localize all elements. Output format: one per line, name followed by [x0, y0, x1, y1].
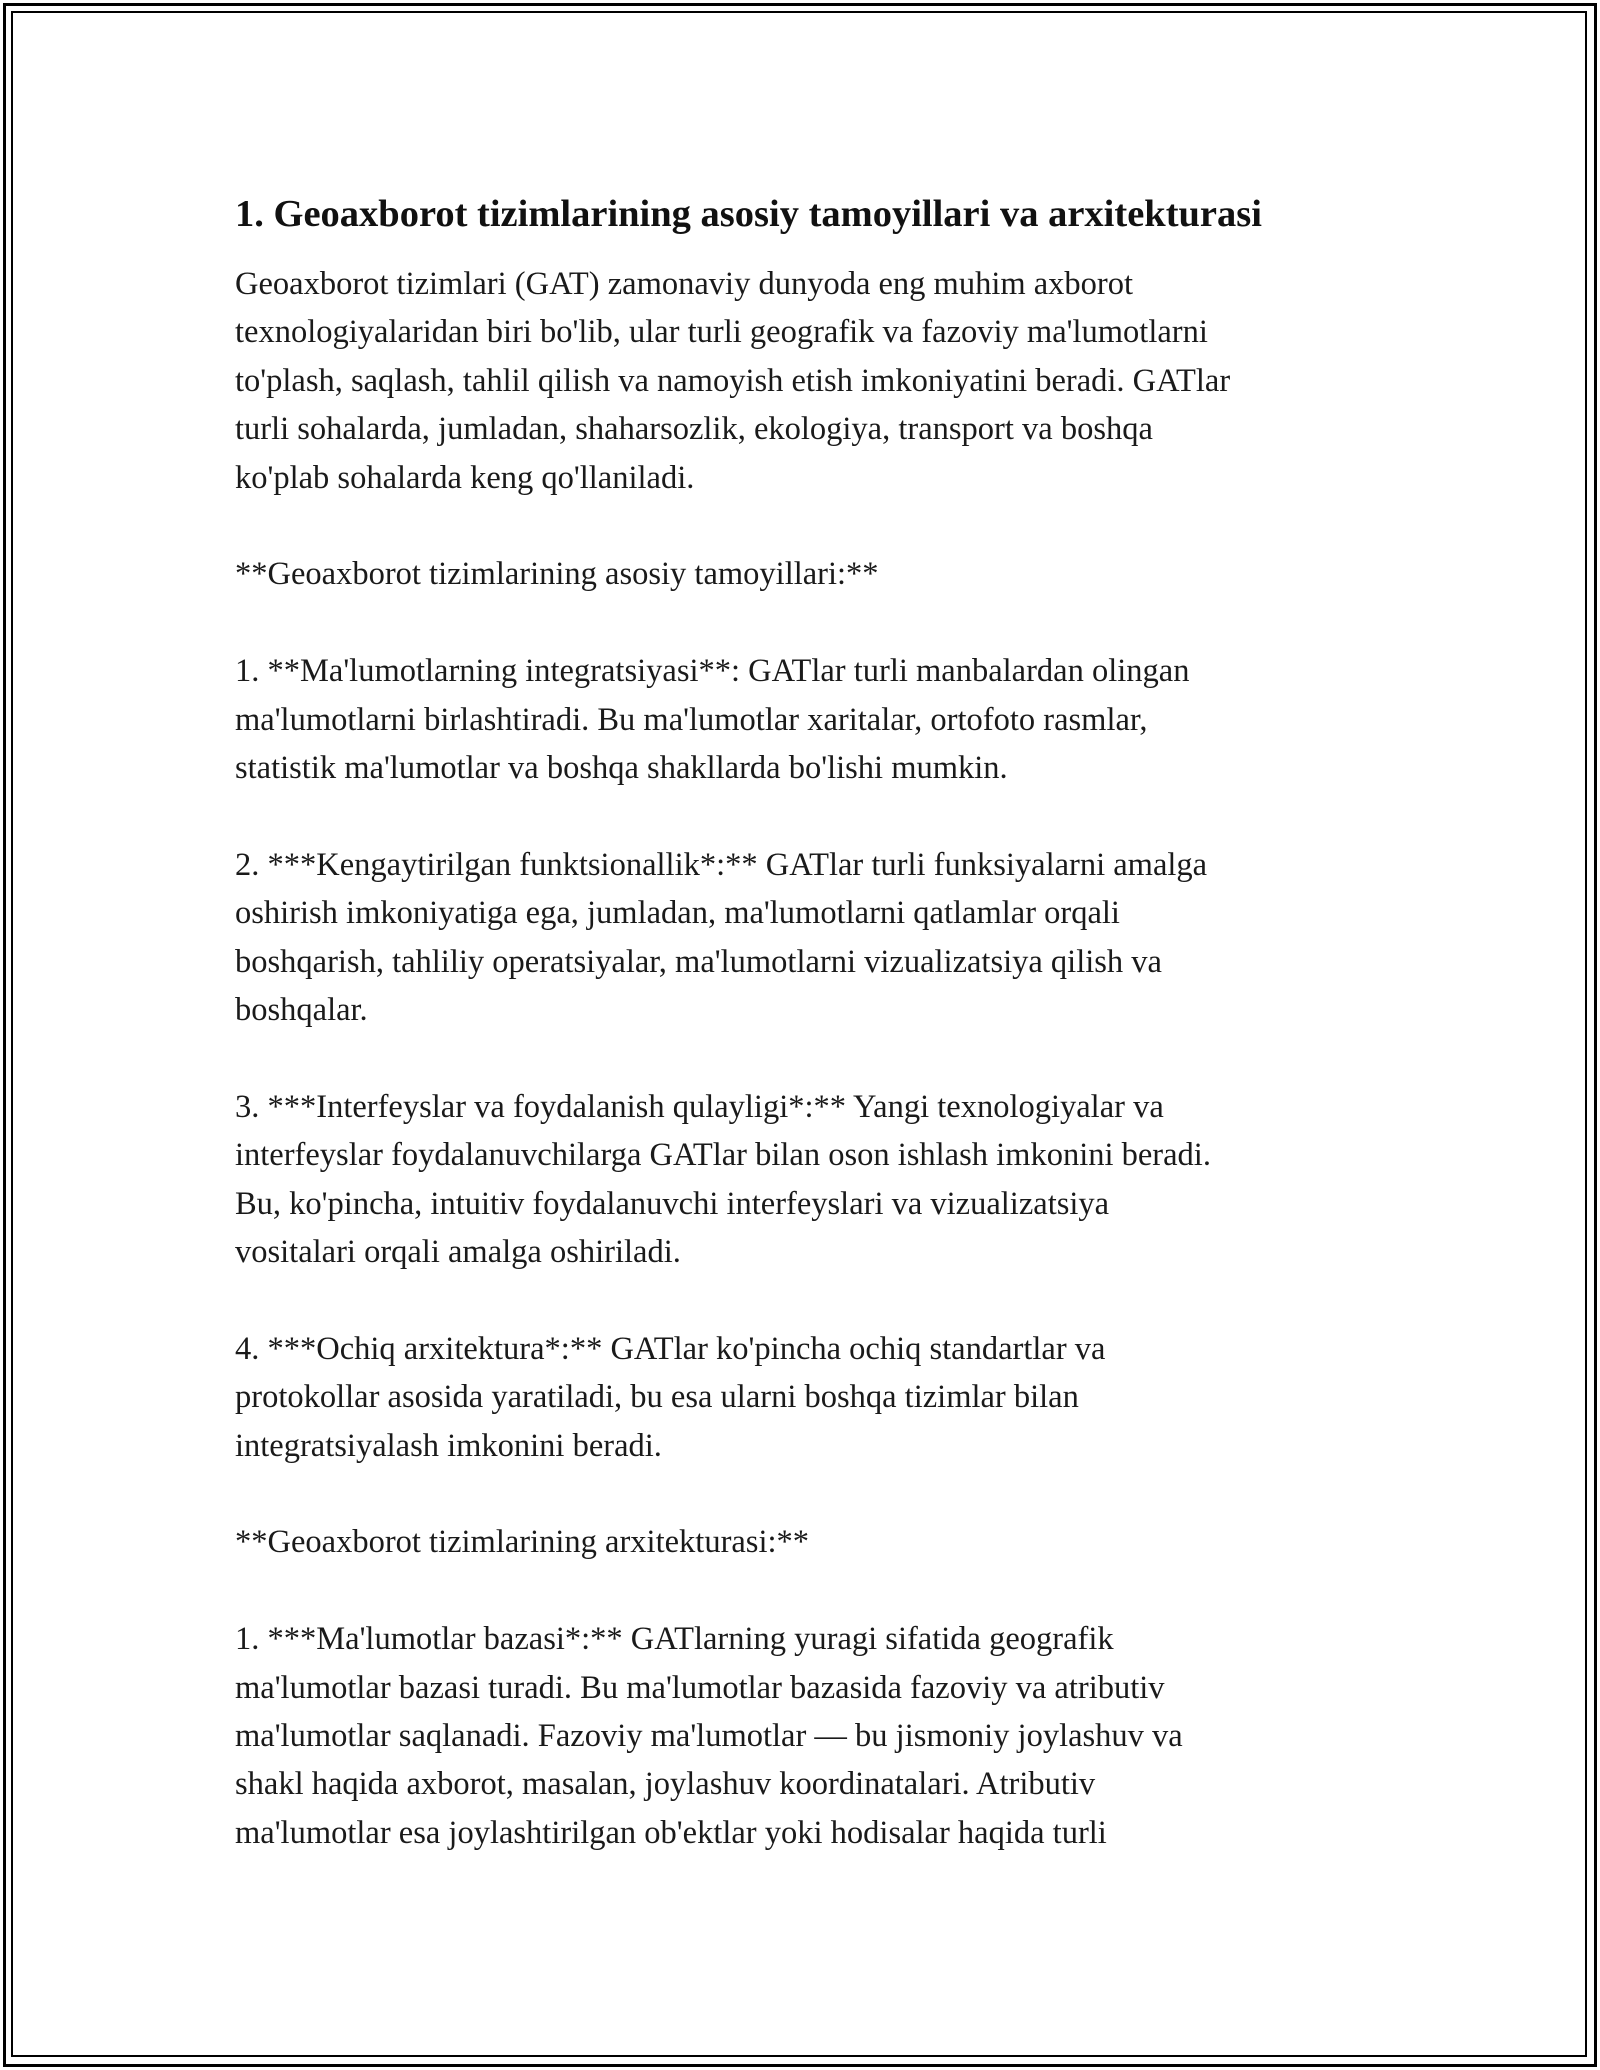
paragraph-line: oshirish imkoniyatiga ega, jumladan, ma'lumotlarni qatlamlar orqali — [235, 895, 1120, 932]
paragraph — [235, 841, 1385, 1035]
paragraph-line: Geoaxborot tizimlari (GAT) zamonaviy dunyoda eng muhim axborot — [235, 266, 1134, 302]
paragraph-line: boshqalar. — [235, 992, 368, 1029]
paragraph-line: 2. ***Kengaytirilgan funktsionallik*:** GATlar turli funksiyalarni amalga — [235, 846, 1208, 883]
paragraph-line: interfeyslar foydalanuvchilarga GATlar bilan oson ishlash imkonini beradi. — [235, 1137, 1211, 1174]
paragraph-line: ma'lumotlarni birlashtiradi. Bu ma'lumotlar xaritalar, ortofoto rasmlar, — [235, 701, 1148, 738]
paragraph-line: ma'lumotlar esa joylashtirilgan ob'ektlar yoki hodisalar haqida turli — [235, 1814, 1107, 1851]
paragraph-line: 1. ***Ma'lumotlar bazasi*:** GATlarning yuragi sifatida geografik — [235, 1621, 1114, 1658]
paragraph-line: protokollar asosida yaratiladi, bu esa ularni boshqa tizimlar bilan — [235, 1379, 1079, 1416]
paragraph — [235, 647, 1385, 792]
paragraph-line: turli sohalarda, jumladan, shaharsozlik, ekologiya, transport va boshqa — [235, 411, 1153, 448]
paragraph-line: ma'lumotlar saqlanadi. Fazoviy ma'lumotlar — bu jismoniy joylashuv va — [235, 1718, 1183, 1755]
document-body — [235, 186, 1385, 1906]
document-title: 1. Geoaxborot tizimlarining asosiy tamoyillari va arxitekturasi — [235, 193, 1262, 235]
paragraph-line: shakl haqida axborot, masalan, joylashuv koordinatalari. Atributiv — [235, 1766, 1096, 1803]
paragraph-line: **Geoaxborot tizimlarining arxitekturasi:** — [235, 1524, 810, 1561]
paragraph-line: 4. ***Ochiq arxitektura*:** GATlar ko'pincha ochiq standartlar va — [235, 1330, 1106, 1367]
paragraph — [235, 260, 1385, 502]
paragraph — [235, 1615, 1385, 1857]
paragraph-line: integratsiyalash imkonini beradi. — [235, 1427, 662, 1464]
paragraph-line: vositalari orqali amalga oshiriladi. — [235, 1234, 681, 1271]
paragraph — [235, 1083, 1385, 1277]
paragraph-line: **Geoaxborot tizimlarining asosiy tamoyillari:** — [235, 556, 879, 593]
paragraph-list — [235, 260, 1385, 1857]
paragraph — [235, 550, 1385, 598]
paragraph-line: ko'plab sohalarda keng qo'llaniladi. — [235, 459, 695, 496]
paragraph-line: 3. ***Interfeyslar va foydalanish qulayligi*:** Yangi texnologiyalar va — [235, 1088, 1164, 1125]
paragraph — [235, 1518, 1385, 1566]
paragraph-line: statistik ma'lumotlar va boshqa shakllarda bo'lishi mumkin. — [235, 750, 1008, 787]
paragraph-line: ma'lumotlar bazasi turadi. Bu ma'lumotlar bazasida fazoviy va atributiv — [235, 1669, 1165, 1706]
paragraph-line: to'plash, saqlash, tahlil qilish va namoyish etish imkoniyatini beradi. GATlar — [235, 362, 1231, 399]
paragraph-line: boshqarish, tahliliy operatsiyalar, ma'lumotlarni vizualizatsiya qilish va — [235, 943, 1162, 980]
paragraph-line: texnologiyalaridan biri bo'lib, ular turli geografik va fazoviy ma'lumotlarni — [235, 314, 1208, 351]
paragraph — [235, 1325, 1385, 1470]
paragraph-line: 1. **Ma'lumotlarning integratsiyasi**: GATlar turli manbalardan olingan — [235, 653, 1190, 690]
paragraph-line: Bu, ko'pincha, intuitiv foydalanuvchi interfeyslari va vizualizatsiya — [235, 1185, 1110, 1222]
